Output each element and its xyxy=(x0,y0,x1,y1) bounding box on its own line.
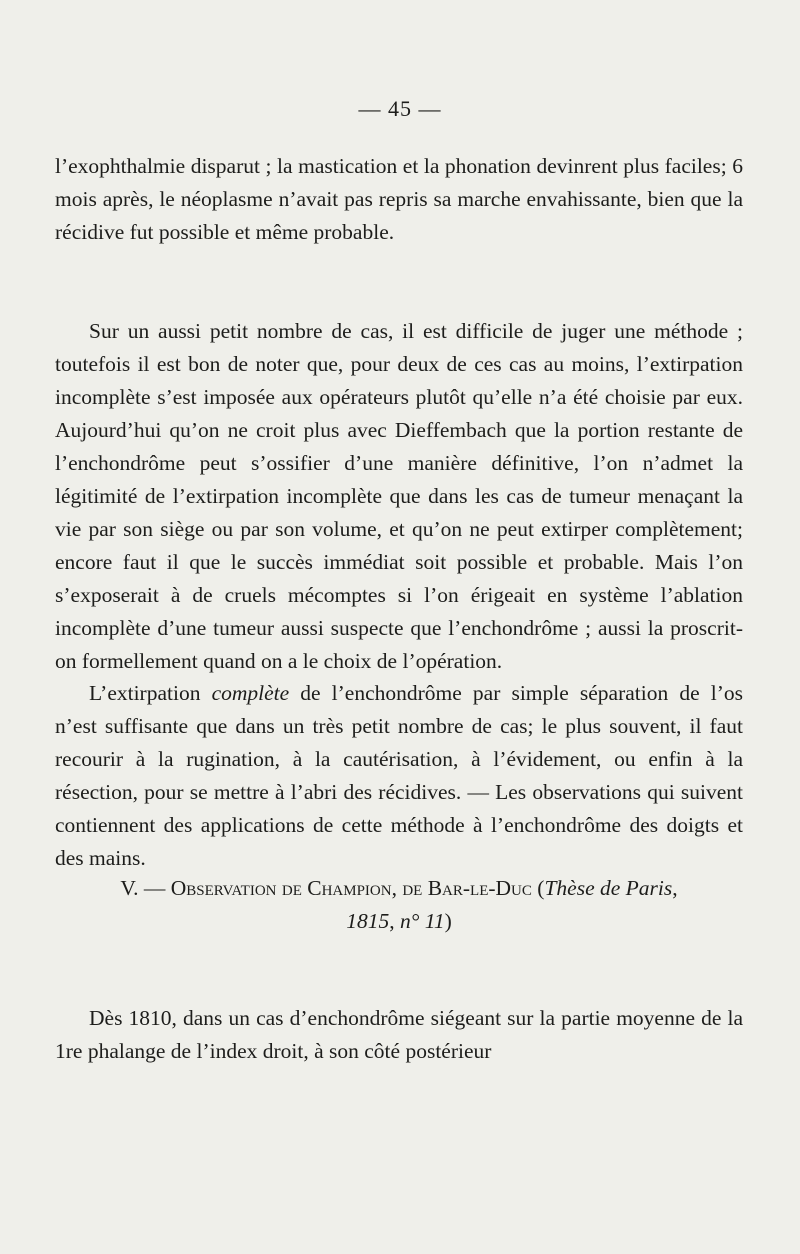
observation-number: V. — xyxy=(120,876,166,900)
paragraph-method-discussion: Sur un aussi petit nombre de cas, il est difficile de juger une méthode ; toutefois il est bon de noter que, pour deux de ces cas au moins, l’extirpation incomplète s’est imposée aux opérateurs plutôt qu’elle n’a été choisie par eux. Aujourd’hui qu’on ne croit plus avec Dieffembach que la portion restante de l’enchondrôme peut s’ossifier d’une manière définitive, l’on n’admet la légitimité de l’extirpation incomplète que dans les cas de tumeur menaçant la vie par son siège ou par son volume, et qu’on ne peut extirper complètement; encore faut il que le succès immédiat soit possible et probable. Mais l’on s’exposerait à de cruels mécomptes si l’on érigeait en système l’ablation incomplète d’une tumeur aussi suspecte que l’enchondrôme ; aussi la proscrit-on formellement quand on a le choix de l’opération. xyxy=(55,319,743,673)
observation-source: (Thèse de Paris, 1815, n° 11) xyxy=(346,876,678,933)
observation-year: 1815 xyxy=(346,909,390,933)
paragraph-case-description: Dès 1810, dans un cas d’enchondrôme siégeant sur la partie moyenne de la 1re phalange de l’index droit, à son côté postérieur xyxy=(55,1006,743,1063)
observation-thesis: Thèse de Paris xyxy=(544,876,673,900)
page-number: — 45 — xyxy=(358,96,442,121)
paragraph-continuation: l’exophthalmie disparut ; la mastication et la phonation devinrent plus faciles; 6 mois après, le néoplasme n’avait pas repris sa marche envahissante, bien que la récidive fut possible et même probable. xyxy=(55,154,743,244)
observation-heading xyxy=(55,872,743,938)
observation-title: Observation de Champion, de Bar-le-Duc xyxy=(170,876,532,900)
paragraph-3-after: de l’enchondrôme par simple séparation de l’os n’est suffisante que dans un très petit nombre de cas; le plus souvent, il faut recourir à la rugination, à la cautérisation, à l’évidement, ou enfin à la résection, pour se mettre à l’abri des récidives. — Les observations qui suivent contiennent des applications de cette méthode à l’enchondrôme des doigts et des mains. xyxy=(55,681,743,870)
observation-issue: n° 11 xyxy=(399,909,445,933)
paragraph-3-before: L’extirpation xyxy=(89,681,212,705)
paragraph-complete-extirpation xyxy=(55,677,743,875)
paragraph-3-emphasis: complète xyxy=(211,681,290,705)
